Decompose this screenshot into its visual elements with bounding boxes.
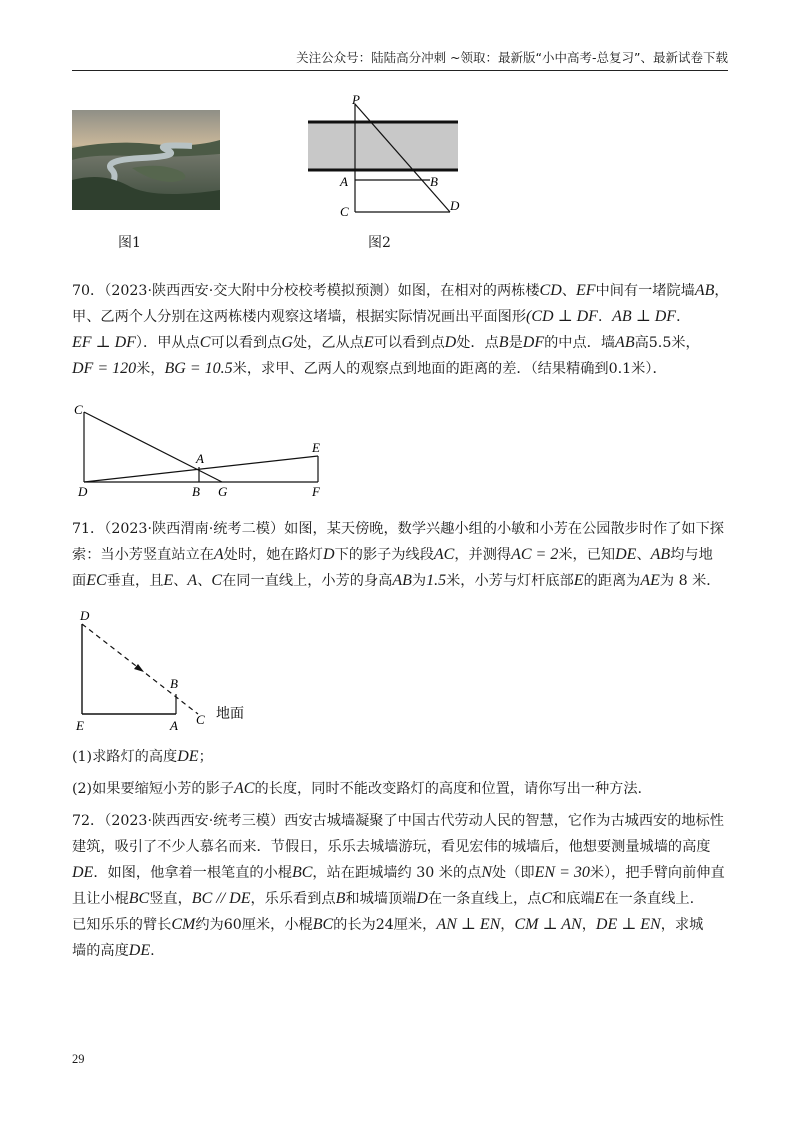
- question-72: 72．（2023·陕西西安·统考三模）西安古城墙凝聚了中国古代劳动人民的智慧，它作为古城西安的地标性 建筑，吸引了不少人慕名而来．节假日，乐乐去城墙游玩，看见宏伟的城墙后，他想要测量城墙的高度 DE．如图，他拿着一根笔直的小棍BC，站在距城墙约 30 米的点N处（即EN = 30米），把手臂向前伸直 且让小棍BC竖直，BC // DE，乐乐看到点B和城墙顶端D在一条直线上，点C和底端E在一条直线上. 已知乐乐的臂长CM约为60厘米，小棍BC的长为24厘米，AN ⊥ EN，CM ⊥ AN，DE ⊥ EN，求城 墙的高度DE.: [72, 813, 725, 959]
- fig70-label-D: D: [78, 484, 88, 499]
- header-text: 关注公众号：陆陆高分冲刺 ~领取：最新版“小中高考-总复习”、最新试卷下载: [296, 50, 728, 65]
- fig71-label-A: A: [170, 718, 178, 733]
- fig70-label-F: F: [312, 484, 320, 499]
- fig71-label-C: C: [196, 712, 205, 727]
- fig71-label-B: B: [170, 676, 178, 691]
- fig70-label-A: A: [196, 451, 204, 466]
- fig2-label-P: P: [352, 94, 360, 107]
- fig2-label-B: B: [430, 174, 438, 189]
- fig2-label-C: C: [340, 204, 349, 219]
- river-photo: [72, 110, 220, 210]
- figure-2-diagram: [300, 94, 480, 224]
- fig70-label-C: C: [74, 402, 83, 417]
- fig71-label-ground: 地面: [216, 706, 244, 722]
- fig2-label-A: A: [340, 174, 348, 189]
- figure-70-diagram: [72, 400, 342, 500]
- page-number: 29: [72, 1052, 85, 1066]
- river-band: [308, 122, 458, 170]
- figure-71-diagram: [72, 610, 262, 735]
- fig1-caption: 图1: [118, 235, 141, 251]
- fig70-label-G: G: [218, 484, 228, 499]
- q71-subquestion-2: (2)如果要缩短小芳的影子AC的长度，同时不能改变路灯的高度和位置，请你写出一种方法.: [72, 780, 643, 797]
- fig2-caption: 图2: [368, 235, 391, 251]
- question-70: 70．（2023·陕西西安·交大附中分校校考模拟预测）如图，在相对的两栋楼CD、EF中间有一堵院墙AB， 甲、乙两个人分别在这两栋楼内观察这堵墙，根据实际情况画出平面图形(CD ⊥ DF．AB ⊥ DF． EF ⊥ DF）．甲从点C可以看到点G处，乙从点E可以看到点D处．点B是DF的中点．墙AB高5.5米， DF = 120米，BG = 10.5米，求甲、乙两人的观察点到地面的距离的差．（结果精确到0.1米）．: [72, 282, 729, 377]
- fig2-label-D: D: [450, 198, 460, 213]
- fig71-label-E: E: [76, 718, 84, 733]
- fig71-label-D: D: [80, 610, 90, 623]
- page-header: [72, 48, 728, 71]
- fig70-label-E: E: [312, 440, 320, 455]
- q71-subquestion-1: (1)求路灯的高度DE；: [72, 748, 213, 765]
- fig70-label-B: B: [192, 484, 200, 499]
- question-71: 71．（2023·陕西渭南·统考二模）如图，某天傍晚，数学兴趣小组的小敏和小芳在公园散步时作了如下探 索：当小芳竖直站立在A处时，她在路灯D下的影子为线段AC，并测得AC = 2米，已知DE、AB均与地 面EC垂直，且E、A、C在同一直线上，小芳的身高AB为1.5米，小芳与灯杆底部E的距离为AE为 8 米．: [72, 521, 724, 589]
